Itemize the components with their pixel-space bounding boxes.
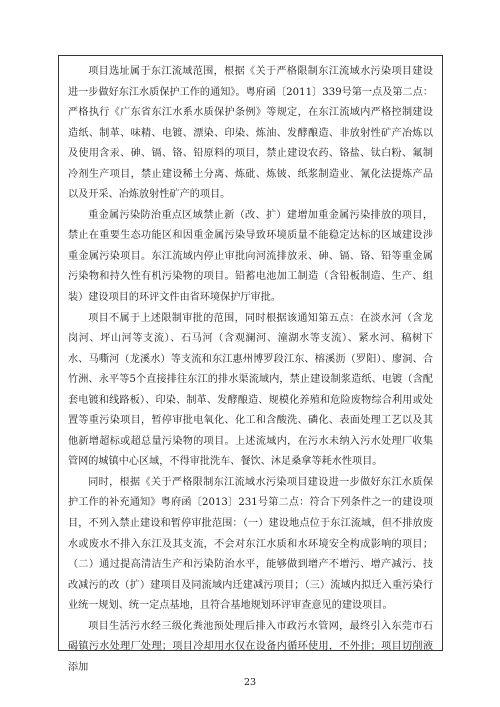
page-number: 23 [243,677,257,688]
paragraph-supplementary-notice: 同时，根据《关于严格限制东江流域水污染项目建设进一步做好东江水质保护工作的补充通知》粤府函〔2013〕231号第二点：符合下列条件之一的建设项目，不列入禁止建设和暂停审批范围：（一）建设地点位于东江流域，但不排放废水或废水不排入东江及其支流，不会对东江水质和水环境安全构成影响的项目；（二）通过提高清洁生产和污染防治水平，能够做到增产不增污、增产减污、技改减污的改（扩）建项目及同流域内迁建减污项目；（三）流域内拟迁入重污染行业统一规划、统一定点基地，且符合基地规划环评审查意见的建设项目。 [68,476,433,612]
paragraph-wastewater-treatment: 项目生活污水经三级化粪池预处理后排入市政污水管网，最终引入东莞市石碣镇污水处理厂处理；项目冷却用水仅在设备内循环使用，不外排；项目切削液添加 [68,620,433,673]
paragraph-heavy-metal-restriction: 重金属污染防治重点区域禁止新（改、扩）建增加重金属污染排放的项目，禁止在重要生态功能区和因重金属污染导致环境质量不能稳定达标的区域建设涉重金属污染项目。东江流域内停止审批向河流排放汞、砷、镉、铬、铅等重金属污染物和持久性有机污染物的项目。铅蓄电池加工制造（含铅板制造、生产、组装）建设项目的环评文件由省环境保护厅审批。 [68,209,433,304]
content-table-cell [58,55,443,673]
paragraph-restricted-basins: 项目不属于上述限制审批的范围，同时根据该通知第五点：在淡水河（含龙岗河、坪山河等支流）、石马河（含观澜河、潼湖水等支流）、紧水河、稿树下水、马嘶河（龙溪水）等支流和东江惠州博罗段江东、榕溪沥（罗阳）、廖洞、合竹洲、永平等5个直接排往东江的排水渠流域内，禁止建设制浆造纸、电镀（含配套电镀和线路板）、印染、制革、发酵酿造、规模化养殖和危险废物综合利用或处置等重污染项目，暂停审批电氧化、化工和含酸洗、磷化、表面处理工艺以及其他新增超标或超总量污染物的项目。上述流域内，在污水未纳入污水处理厂收集管网的城镇中心区域，不得审批洗车、餐饮、沐足桑拿等耗水性项目。 [68,312,433,468]
paragraph-project-location: 项目选址属于东江流域范围，根据《关于严格限制东江流域水污染项目建设进一步做好东江水质保护工作的通知》。粤府函〔2011〕339号第一点及第二点：严格执行《广东省东江水系水质保护条例》等规定，在东江流域内严格控制建设造纸、制革、味精、电镀、漂染、印染、炼油、发酵酿造、非放射性矿产冶炼以及使用含汞、砷、镉、铬、铅原料的项目，禁止建设农药、铬盐、钛白粉、氟制冷剂生产项目，禁止建设稀土分离、炼砒、炼铍、纸浆制造业、氰化法提炼产品以及开采、冶炼放射性矿产的项目。 [68,66,433,201]
